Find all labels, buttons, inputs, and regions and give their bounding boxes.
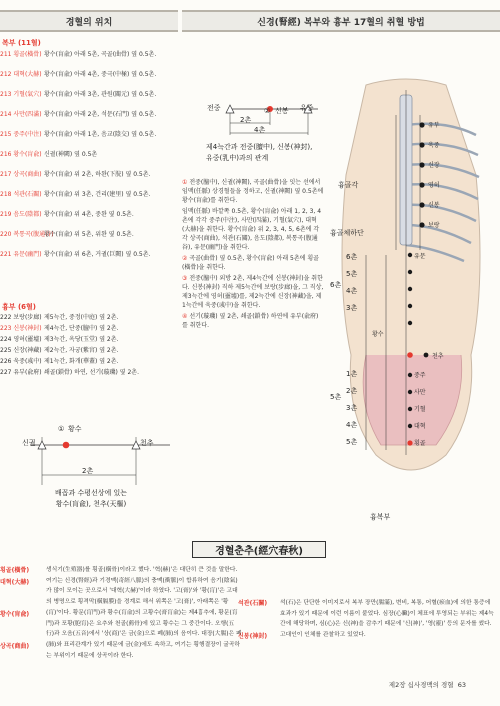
intercostal-caption-1: 제4늑간과 전중(膻中), 신봉(神封), xyxy=(206,143,313,151)
torso-point-label: 보랑 xyxy=(428,222,440,229)
point-description: 황수(肓兪) 아래 1촌, 음교(陰交) 옆 0.5촌. xyxy=(44,131,157,138)
point-name: 214 사만(四滿) xyxy=(0,111,42,118)
torso-point-label: 횡골 xyxy=(414,440,426,447)
point-name: 223 신봉(神封) xyxy=(0,325,42,332)
footer-term-label: 횡골(橫骨) xyxy=(0,567,30,574)
torso-point-label: 신장 xyxy=(428,162,440,169)
point-description: 황수(肓兪) 아래 2촌, 석문(石門) 옆 0.5촌. xyxy=(44,111,157,118)
point-name: 222 보랑(步廊) xyxy=(0,314,42,321)
point-description: 신궐(神闕) 옆 0.5촌 xyxy=(44,151,98,158)
instruction-number: ② xyxy=(182,255,188,262)
abdomen-section-title: 복부 (11혈) xyxy=(2,39,41,47)
torso-point-label: 중주 xyxy=(414,372,426,379)
sternum-lower-label: 흉골체하단 xyxy=(330,229,364,237)
instruction-body: 전중(膻中), 신궐(神闕), 곡골(曲骨)을 잇는 선에서 임맥(任脈) 상경혈들을 정하고, 신궐(神闕) 옆 0.5촌에 황수(肓兪)를 취한다. xyxy=(182,179,324,204)
navel-diagram-right-label: 천추 xyxy=(140,439,154,447)
upper-distance-label: 6촌 xyxy=(346,253,358,261)
lower-distance-label: 3촌 xyxy=(346,404,358,412)
instruction-number: ① xyxy=(182,179,188,186)
point-description: 제4늑간, 단중(膻中) 옆 2촌. xyxy=(44,325,119,332)
point-name: 219 음도(陰都) xyxy=(0,211,42,218)
point-description: 황수(肓兪) 위 6촌, 거궐(巨闕) 옆 0.5촌. xyxy=(44,251,151,258)
point-description: 황수(肓兪) 위 3촌, 건리(建里) 옆 0.5촌. xyxy=(44,191,151,198)
footer-term-text: 심장(心臟)이 체표에 투영되는 부위는 제4늑간에 해당하며, 심(心)은 신(神)을 감추기 때문에 '신(神)', '영(靈)' 등의 문자를 썼다. 고대인이 인체를 관찰하고 있었다. xyxy=(280,610,494,639)
point-name: 221 유문(幽門) xyxy=(0,251,42,258)
instruction-body: 전중(膻中) 외방 2촌, 제4늑간에 신봉(神封)을 취한다. 신봉(神封) 직하 제5늑간에 보랑(步廊)을, 그 직상, 제3늑간에 영허(靈墟)를, 제2늑간에 신장(神藏)을, 제1늑간에 욱중(彧中)을 취한다. xyxy=(182,275,324,309)
footer-term-text: 생식기(生殖器)를 횡골(橫骨)이라고 했다. xyxy=(46,567,152,573)
footer-term-text: 오행(五行)과 오음(五音)에서 '상(商)'은 금(金)으로 폐(肺)의 음이다. 대장(大腸)은 폐(肺)와 표리관계가 있기 때문에 금(金)에도 속하고, 여기는 횡행결장이 굴곡하는 부위이기 때문에 상곡이라 한다. xyxy=(46,620,242,659)
upper-distance-label: 3촌 xyxy=(346,304,358,312)
torso-point-label: 유문 xyxy=(414,253,426,260)
navel-diagram-point-label: 황수 xyxy=(68,425,82,433)
point-description: 황수(肓兪) 아래 4촌, 중극(中極) 옆 0.5촌. xyxy=(44,71,157,78)
instruction-paragraph xyxy=(182,312,324,330)
intercostal-caption-2: 유중(乳中)과의 관계 xyxy=(206,154,269,162)
instruction-number: ④ xyxy=(182,313,188,320)
instruction-text xyxy=(182,178,324,332)
point-name: 211 횡골(橫骨) xyxy=(0,51,42,58)
upper-distance-label: 5촌 xyxy=(346,270,358,278)
navel-diagram-left-label: 신궐 xyxy=(22,439,36,447)
point-name: 224 영허(靈墟) xyxy=(0,336,42,343)
footer-title: 경혈춘추(經穴春秋) xyxy=(192,541,326,558)
right-section-header: 신경(腎經) 복부와 흉부 17혈의 취혈 방법 xyxy=(182,10,500,32)
instruction-number: ③ xyxy=(182,275,188,282)
instruction-body: 곡골(曲骨) 옆 0.5촌, 황수(肓兪) 아래 5촌에 횡골(橫骨)을 취한다. xyxy=(182,255,319,271)
navel-level-diagram xyxy=(20,425,180,495)
torso-point-label: 기혈 xyxy=(414,406,426,413)
intercostal-diagram-point-label: 신봉 xyxy=(275,107,289,115)
point-name: 212 대혁(大赫) xyxy=(0,71,42,78)
page-footer: 제2장 십사경맥의 경혈 63 xyxy=(388,681,466,689)
sternal-angle-label: 흉골각 xyxy=(338,181,359,189)
left-section-header: 경혈의 위치 xyxy=(0,10,178,32)
point-description: 제3늑간, 옥당(玉堂) 옆 2촌. xyxy=(44,336,119,343)
abdomen-illustration-caption: 흉복부 xyxy=(370,513,391,521)
point-name: 225 신장(神藏) xyxy=(0,347,42,354)
lower-distance-label: 1촌 xyxy=(346,370,358,378)
torso-point-label: 대혁 xyxy=(414,423,426,430)
instruction-paragraph xyxy=(182,178,324,205)
point-description: 제1늑간, 화개(華蓋) 옆 2촌. xyxy=(44,358,119,365)
footer-term-text: '혁(赫)'은 대단히 큰 것을 말한다. 여기는 신경(腎經)과 기경맥(奇經八脈)의 충맥(衝脈)이 합류하여 음기(陰氣)가 많이 모이는 곳으로서 '대혁(大赫)'이라 하였다. xyxy=(46,567,238,595)
torso-point-label: 욱중 xyxy=(428,142,440,149)
instruction-body: 임맥(任脈) 바깥쪽 0.5촌, 황수(肓兪) 아래 1, 2, 3, 4촌에 각각 중주(中注), 사만(四滿), 기혈(氣穴), 대혁(大赫)을 취한다. 황수(肓兪) 위 2, 3, 4, 5, 6촌에 각각 상곡(商曲), 석관(石關), 음도(陰都), 복통곡(腹通谷), 유문(幽門)을 취한다. xyxy=(182,208,322,251)
footer-term-text: 석(石)은 단단한 이미지로서 복부 장만(腸滿), 변비, 복통, 어혈(瘀血)에 의한 통증에 효과가 있기 때문에 이런 이름이 붙었다. xyxy=(280,600,491,617)
point-description: 황수(肓兪) 위 2촌, 하완(下脘) 옆 0.5촌. xyxy=(44,171,151,178)
navel-diagram-caption-2: 황수(肓兪), 천추(天樞) xyxy=(55,500,127,508)
point-name: 213 기혈(氣穴) xyxy=(0,91,42,98)
lower-distance-label: 2촌 xyxy=(346,387,358,395)
intercostal-diagram xyxy=(210,95,330,140)
dist-five-label: 5촌 xyxy=(330,393,342,401)
point-description: 황수(肓兪) 아래 5촌, 곡골(曲骨) 옆 0.5촌. xyxy=(44,51,157,58)
intercostal-diagram-distance-4: 4촌 xyxy=(254,126,266,134)
point-name: 215 중주(中注) xyxy=(0,131,42,138)
intercostal-diagram-left-label: 전중 xyxy=(207,104,221,112)
point-name: 220 복통곡(腹通谷) xyxy=(0,231,54,238)
lower-distance-label: 5촌 xyxy=(346,438,358,446)
intercostal-diagram-right-label: 유중 xyxy=(300,104,314,112)
footer-term-label: 석관(石關) xyxy=(238,600,268,607)
point-description: 황수(肓兪) 위 4촌, 중완 옆 0.5촌. xyxy=(44,211,134,218)
footer-term-label: 상곡(商曲) xyxy=(0,643,30,650)
intercostal-diagram-distance-2: 2촌 xyxy=(240,116,252,124)
footer-right-text xyxy=(280,598,494,672)
footer-term-label: 신봉(神封) xyxy=(238,633,268,640)
point-description: 황수(肓兪) 아래 3촌, 관원(關元) 옆 0.5촌. xyxy=(44,91,157,98)
navel-diagram-caption-1: 배꼽과 수평선상에 있는 xyxy=(54,489,128,497)
intercostal-diagram-point-number: ② xyxy=(264,107,271,115)
footer-left-text xyxy=(46,565,242,673)
torso-point-label: 신봉 xyxy=(428,202,440,209)
upper-distance-label: 4촌 xyxy=(346,287,358,295)
navel-diagram-distance: 2촌 xyxy=(82,467,94,475)
point-description: 제2늑간, 자궁(紫宮) 옆 2촌. xyxy=(44,347,119,354)
point-description: 제5늑간, 중정(中庭) 옆 2촌. xyxy=(44,314,119,321)
footer-term-text: '고(膏)'와 '황(肓)'은 고대의 병명으로 횡격막(橫膈膜)을 경계로 해서 위쪽은 '고(膏)', 아래쪽은 '황(肓)'이다. 황문(肓門)과 황수(肓兪)의 고황수(膏肓兪)는 제4흉추에, 황문(肓門)과 포황(胞肓)은 요추와 천골(薦骨)에 있고 황수는 그 중간이다. xyxy=(46,588,238,627)
point-name: 217 상곡(商曲) xyxy=(0,171,42,178)
point-description: 쇄골(鎖骨) 하연, 선기(璇璣) 옆 2촌. xyxy=(44,369,139,376)
footer-term-label: 대혁(大赫) xyxy=(0,579,30,586)
torso-point-label: 황수 xyxy=(372,331,384,338)
torso-point-label: 유부 xyxy=(428,122,440,129)
torso-point-label: 영허 xyxy=(428,182,440,189)
point-name: 216 황수(肓兪) xyxy=(0,151,42,158)
instruction-body: 선기(璇璣) 옆 2촌, 쇄골(鎖骨) 하연에 유부(兪府)를 취한다. xyxy=(182,313,319,329)
torso-point-label: 천추 xyxy=(432,353,444,360)
dist-six-label: 6촌 xyxy=(330,281,342,289)
point-name: 218 석관(石關) xyxy=(0,191,42,198)
navel-diagram-point-number: ① xyxy=(58,425,65,433)
instruction-paragraph xyxy=(182,254,324,272)
lower-distance-label: 4촌 xyxy=(346,421,358,429)
torso-point-label: 사만 xyxy=(414,389,426,396)
point-name: 227 유부(兪府) xyxy=(0,369,42,376)
footer-term-label: 황수(肓兪) xyxy=(0,611,30,618)
chest-section-title: 흉부 (6혈) xyxy=(2,303,36,311)
point-description: 황수(肓兪) 위 5촌, 위완 옆 0.5촌. xyxy=(44,231,134,238)
instruction-paragraph xyxy=(182,274,324,310)
instruction-paragraph xyxy=(182,207,324,252)
point-name: 226 욱중(彧中) xyxy=(0,358,42,365)
